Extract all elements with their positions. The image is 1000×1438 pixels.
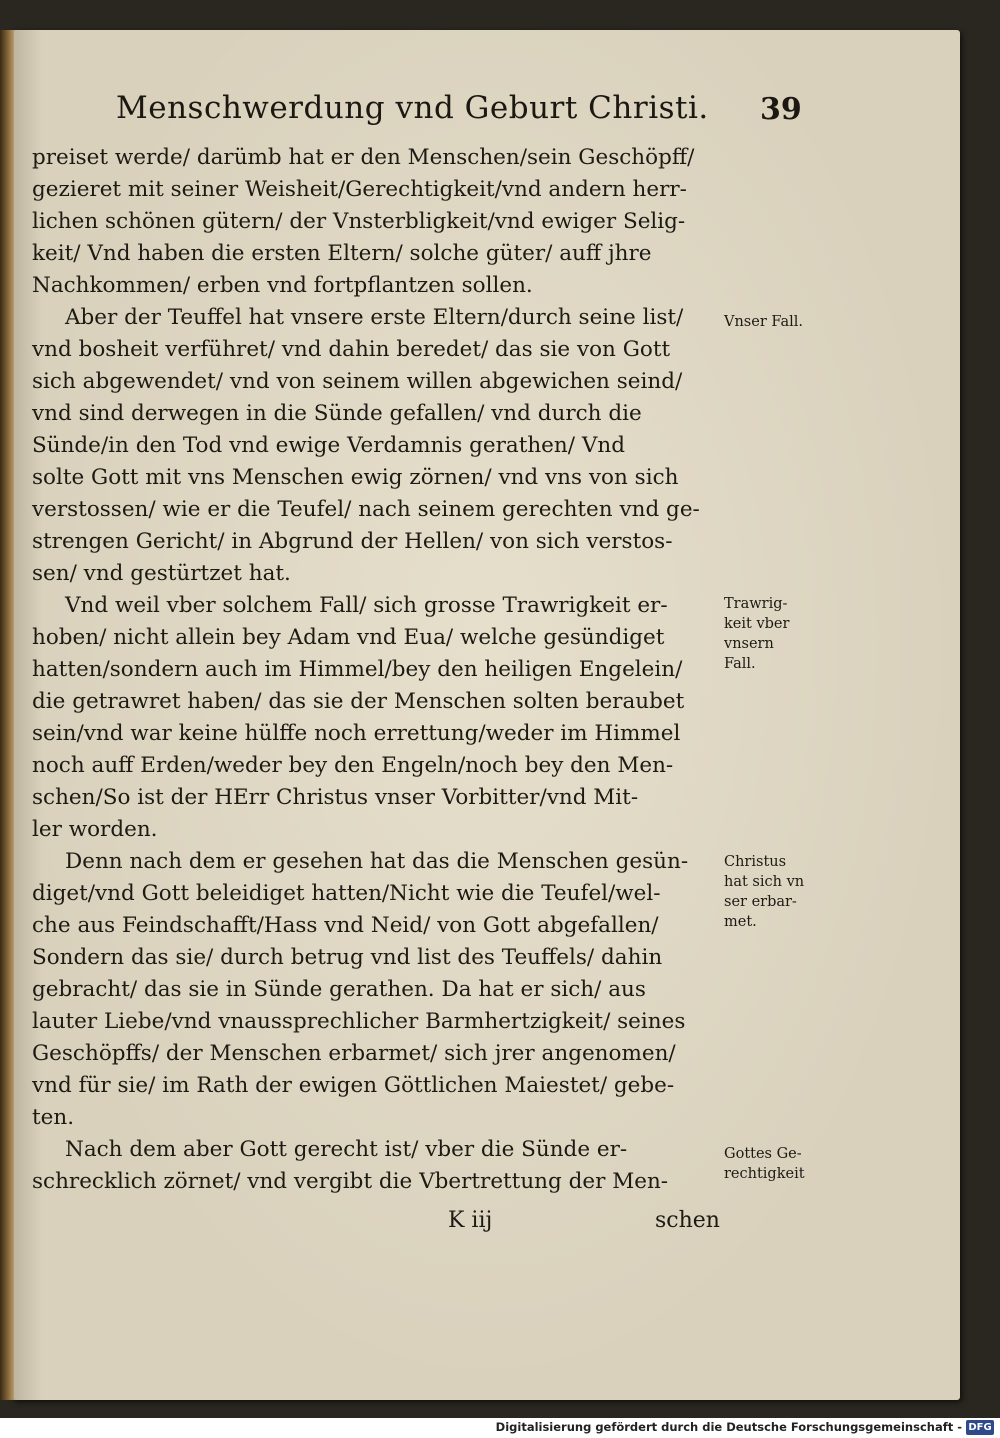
text-line: Geschöpffs/ der Menschen erbarmet/ sich jrer angenomen/ <box>32 1041 676 1066</box>
text-line: vnd sind derwegen in die Sünde gefallen/ vnd durch die <box>32 401 642 426</box>
text-line: schen/So ist der HErr Christus vnser Vorbitter/vnd Mit- <box>32 785 639 810</box>
text-line: preiset werde/ darümb hat er den Menschen/sein Geschöpff/ <box>32 145 695 170</box>
text-line: keit/ Vnd haben die ersten Eltern/ solche güter/ auff jhre <box>32 241 652 266</box>
footer-credit: Digitalisierung gefördert durch die Deutsche Forschungsgemeinschaft - <box>495 1420 962 1434</box>
text-line: hoben/ nicht allein bey Adam vnd Eua/ welche gesündiget <box>32 625 665 650</box>
margin-note-gottes-gerechtigkeit <box>724 1144 844 1184</box>
text-line: noch auff Erden/weder bey den Engeln/noch bey den Men- <box>32 753 674 778</box>
text-line: Sünde/in den Tod vnd ewige Verdamnis gerathen/ Vnd <box>32 433 625 458</box>
text-line: Nachkommen/ erben vnd fortpflantzen sollen. <box>32 273 533 298</box>
margin-note-line: hat sich vn <box>724 874 805 890</box>
text-line: diget/vnd Gott beleidiget hatten/Nicht wie die Teufel/wel- <box>32 881 661 906</box>
margin-note-vnser-fall <box>724 312 844 332</box>
text-line: gebracht/ das sie in Sünde gerathen. Da hat er sich/ aus <box>32 977 646 1002</box>
text-line: che aus Feindschafft/Hass vnd Neid/ von Gott abgefallen/ <box>32 913 659 938</box>
text-line: sein/vnd war keine hülffe noch errettung/weder im Himmel <box>32 721 681 746</box>
text-line: vnd bosheit verführet/ vnd dahin beredet/ das sie von Gott <box>32 337 671 362</box>
text-line: die getrawret haben/ das sie der Menschen solten beraubet <box>32 689 685 714</box>
margin-note-line: keit vber <box>724 616 790 632</box>
text-line: strengen Gericht/ in Abgrund der Hellen/ von sich verstos- <box>32 529 673 554</box>
page-number: 39 <box>760 92 802 127</box>
margin-note-line: Trawrig- <box>724 596 788 612</box>
margin-note-line: Christus <box>724 854 787 870</box>
text-line: ler worden. <box>32 817 158 842</box>
margin-note-trawrigkeit <box>724 594 844 674</box>
text-line: solte Gott mit vns Menschen ewig zörnen/ vnd vns von sich <box>32 465 679 490</box>
catchword: schen <box>655 1208 720 1233</box>
margin-note-line: Fall. <box>724 656 756 672</box>
margin-note-line: rechtigkeit <box>724 1166 805 1182</box>
text-line: schrecklich zörnet/ vnd vergibt die Vbertrettung der Men- <box>32 1169 669 1194</box>
margin-note-line: met. <box>724 914 757 930</box>
text-line: sen/ vnd gestürtzet hat. <box>32 561 291 586</box>
footer-bar <box>0 1418 1000 1438</box>
text-line: lauter Liebe/vnd vnaussprechlicher Barmhertzigkeit/ seines <box>32 1009 686 1034</box>
text-line: Nach dem aber Gott gerecht ist/ vber die Sünde er- <box>65 1137 628 1162</box>
margin-note-line: Vnser Fall. <box>724 314 803 330</box>
text-line: vnd für sie/ im Rath der ewigen Göttlichen Maiestet/ gebe- <box>32 1073 675 1098</box>
text-line: ten. <box>32 1105 75 1130</box>
margin-note-christus <box>724 852 844 932</box>
text-line: Denn nach dem er gesehen hat das die Menschen gesün- <box>65 849 689 874</box>
text-line: sich abgewendet/ vnd von seinem willen abgewichen seind/ <box>32 369 683 394</box>
margin-note-line: ser erbar- <box>724 894 797 910</box>
text-line: lichen schönen gütern/ der Vnsterbligkeit/vnd ewiger Selig- <box>32 209 686 234</box>
text-line: hatten/sondern auch im Himmel/bey den heiligen Engelein/ <box>32 657 683 682</box>
page-gutter-edge <box>0 30 14 1400</box>
signature-mark: K iij <box>448 1208 493 1233</box>
text-line: Aber der Teuffel hat vnsere erste Eltern/durch seine list/ <box>65 305 684 330</box>
text-line: gezieret mit seiner Weisheit/Gerechtigkeit/vnd andern herr- <box>32 177 687 202</box>
text-line: Vnd weil vber solchem Fall/ sich grosse Trawrigkeit er- <box>65 593 668 618</box>
body-text <box>32 142 722 1198</box>
running-head: Menschwerdung vnd Geburt Christi. <box>116 90 709 126</box>
dfg-logo-icon: DFG <box>966 1420 994 1435</box>
text-line: Sondern das sie/ durch betrug vnd list des Teuffels/ dahin <box>32 945 663 970</box>
margin-note-line: vnsern <box>724 636 774 652</box>
text-line: verstossen/ wie er die Teufel/ nach seinem gerechten vnd ge- <box>32 497 700 522</box>
margin-note-line: Gottes Ge- <box>724 1146 802 1162</box>
